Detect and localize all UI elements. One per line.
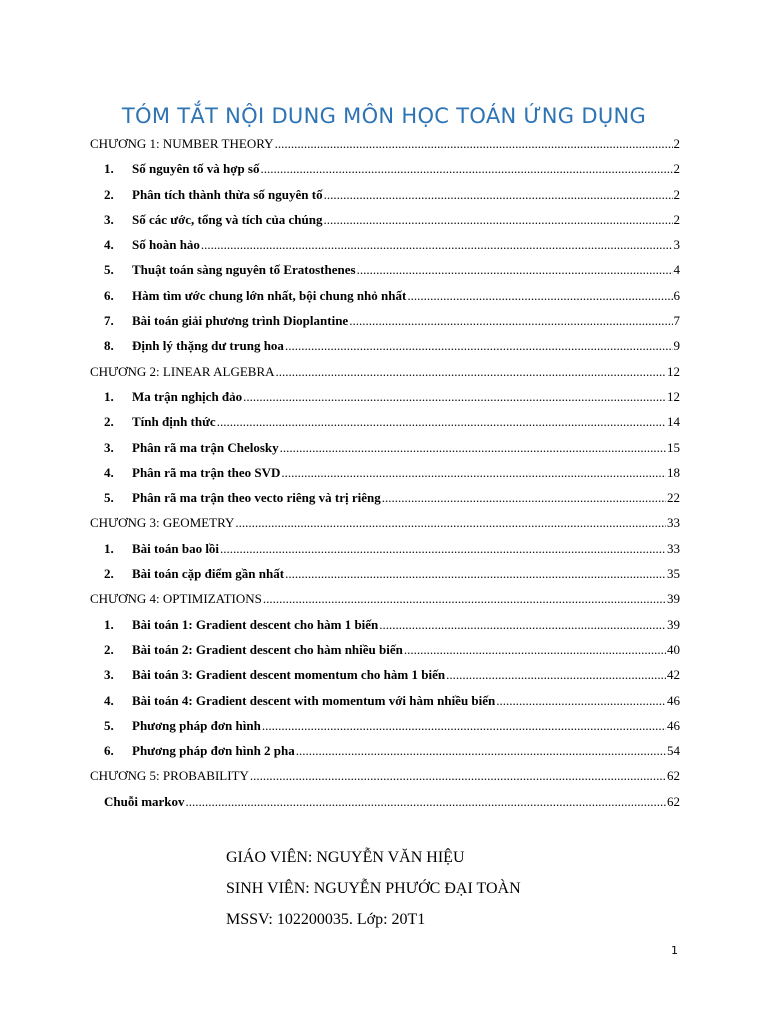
toc-entry-number: 8. — [104, 338, 114, 354]
toc-dot-leader — [407, 286, 672, 306]
toc-dot-leader — [263, 589, 666, 609]
toc-entry-number: 2. — [104, 186, 114, 202]
toc-entry-label: Phân rã ma trận theo SVD — [132, 464, 281, 480]
toc-dot-leader — [275, 134, 673, 154]
toc-entry[interactable] — [90, 286, 680, 311]
toc-entry[interactable] — [90, 741, 680, 766]
toc-entry-label: Phương pháp đơn hình — [132, 717, 261, 733]
toc-entry-page: 39 — [667, 591, 680, 607]
toc-entry-page: 3 — [673, 237, 680, 253]
toc-entry-page: 12 — [667, 363, 680, 379]
toc-entry-page: 42 — [667, 667, 680, 683]
toc-entry-number: 4. — [104, 464, 114, 480]
toc-dot-leader — [404, 640, 666, 660]
toc-dot-leader — [349, 311, 672, 331]
student-name: SINH VIÊN: NGUYỄN PHƯỚC ĐẠI TOÀN — [226, 880, 521, 897]
table-of-contents — [90, 134, 680, 817]
toc-entry-number: 5. — [104, 262, 114, 278]
toc-entry-label: Bài toán 2: Gradient descent cho hàm nhiều biến — [132, 641, 403, 657]
toc-entry-page: 40 — [667, 641, 680, 657]
toc-entry-number: 2. — [104, 641, 114, 657]
toc-dot-leader — [235, 513, 666, 533]
toc-dot-leader — [285, 564, 666, 584]
toc-entry[interactable] — [90, 716, 680, 741]
toc-dot-leader — [296, 741, 666, 761]
toc-entry-label: Bài toán 1: Gradient descent cho hàm 1 biến — [132, 616, 379, 632]
teacher-name: GIÁO VIÊN: NGUYỄN VĂN HIỆU — [226, 849, 465, 866]
toc-chapter-entry[interactable] — [90, 513, 680, 538]
toc-entry[interactable] — [90, 488, 680, 513]
toc-dot-leader — [379, 615, 666, 635]
toc-entry-number: 2. — [104, 566, 114, 582]
toc-dot-leader — [324, 185, 673, 205]
toc-entry-page: 33 — [667, 515, 680, 531]
toc-dot-leader — [496, 691, 666, 711]
toc-entry-label: Hàm tìm ước chung lớn nhất, bội chung nhỏ nhất — [132, 287, 407, 303]
student-id-class: MSSV: 102200035. Lớp: 20T1 — [226, 911, 426, 928]
toc-entry-number: 1. — [104, 388, 114, 404]
toc-entry-label: Phân rã ma trận theo vecto riêng và trị riêng — [132, 490, 381, 506]
document-title: TÓM TẮT NỘI DUNG MÔN HỌC TOÁN ỨNG DỤNG — [121, 104, 647, 128]
toc-entry[interactable] — [90, 412, 680, 437]
toc-entry-page: 54 — [667, 743, 680, 759]
toc-entry[interactable] — [90, 387, 680, 412]
toc-entry[interactable] — [90, 311, 680, 336]
toc-entry-label: Thuật toán sàng nguyên tố Eratosthenes — [132, 262, 356, 278]
toc-dot-leader — [357, 260, 673, 280]
toc-entry-page: 22 — [667, 490, 680, 506]
toc-entry[interactable] — [90, 159, 680, 184]
toc-entry-page: 2 — [673, 211, 680, 227]
toc-entry-number: 2. — [104, 414, 114, 430]
toc-entry[interactable] — [90, 235, 680, 260]
toc-entry-label: Phân tích thành thừa số nguyên tố — [132, 186, 323, 202]
toc-chapter-entry[interactable] — [90, 766, 680, 791]
toc-entry-number: 6. — [104, 287, 114, 303]
toc-entry-number: 3. — [104, 211, 114, 227]
toc-entry-label: CHƯƠNG 5: PROBABILITY — [90, 768, 249, 784]
toc-entry-label: Phân rã ma trận Chelosky — [132, 439, 279, 455]
toc-chapter-entry[interactable] — [90, 134, 680, 159]
toc-entry-page: 18 — [667, 464, 680, 480]
toc-dot-leader — [186, 792, 666, 812]
toc-entry-label: Bài toán giải phương trình Dioplantine — [132, 313, 349, 329]
toc-entry-page: 2 — [673, 161, 680, 177]
credits-block — [226, 842, 521, 935]
toc-chapter-entry[interactable] — [90, 589, 680, 614]
toc-entry-number: 3. — [104, 667, 114, 683]
toc-entry-label: Bài toán 4: Gradient descent with momentum với hàm nhiều biến — [132, 692, 496, 708]
toc-entry-label: Phương pháp đơn hình 2 pha — [132, 743, 295, 759]
toc-dot-leader — [281, 463, 666, 483]
toc-dot-leader — [446, 665, 666, 685]
toc-entry[interactable] — [90, 792, 680, 817]
toc-entry[interactable] — [90, 260, 680, 285]
page-number: 1 — [671, 944, 678, 957]
toc-entry-number: 1. — [104, 161, 114, 177]
toc-dot-leader — [262, 716, 666, 736]
toc-entry-page: 14 — [667, 414, 680, 430]
toc-dot-leader — [261, 159, 673, 179]
toc-entry[interactable] — [90, 564, 680, 589]
toc-entry-label: Số các ước, tổng và tích của chúng — [132, 211, 323, 227]
toc-entry[interactable] — [90, 185, 680, 210]
toc-dot-leader — [324, 210, 673, 230]
toc-entry-number: 5. — [104, 717, 114, 733]
toc-entry-page: 15 — [667, 439, 680, 455]
toc-entry-label: Số nguyên tố và hợp số — [132, 161, 260, 177]
toc-entry-page: 7 — [673, 313, 680, 329]
toc-entry-label: Số hoàn hảo — [132, 237, 200, 253]
toc-dot-leader — [276, 362, 666, 382]
toc-dot-leader — [201, 235, 673, 255]
toc-entry-label: Tính định thức — [132, 414, 216, 430]
toc-entry-page: 33 — [667, 540, 680, 556]
toc-entry-number: 1. — [104, 616, 114, 632]
toc-dot-leader — [280, 438, 666, 458]
toc-entry-label: CHƯƠNG 1: NUMBER THEORY — [90, 136, 274, 151]
toc-entry-page: 35 — [667, 566, 680, 582]
toc-entry-number: 4. — [104, 237, 114, 253]
toc-entry[interactable] — [90, 336, 680, 361]
toc-entry-page: 39 — [667, 616, 680, 632]
toc-entry-page: 2 — [673, 136, 680, 151]
toc-entry-page: 9 — [673, 338, 680, 354]
toc-entry[interactable] — [90, 438, 680, 463]
toc-entry-label: Bài toán bao lồi — [132, 540, 220, 556]
toc-entry-page: 4 — [673, 262, 680, 278]
toc-entry[interactable] — [90, 615, 680, 640]
toc-entry[interactable] — [90, 665, 680, 690]
toc-entry-label: Định lý thặng dư trung hoa — [132, 338, 284, 354]
toc-entry-number: 5. — [104, 490, 114, 506]
toc-entry-label: CHƯƠNG 3: GEOMETRY — [90, 515, 235, 531]
toc-entry-number: 3. — [104, 439, 114, 455]
toc-entry-page: 12 — [667, 388, 680, 404]
toc-chapter-entry[interactable] — [90, 362, 680, 387]
toc-dot-leader — [285, 336, 673, 356]
toc-entry[interactable] — [90, 463, 680, 488]
toc-dot-leader — [382, 488, 666, 508]
toc-entry-label: Bài toán cặp điểm gần nhất — [132, 566, 285, 582]
toc-entry-page: 46 — [667, 692, 680, 708]
toc-dot-leader — [250, 766, 666, 786]
toc-entry-number: 6. — [104, 743, 114, 759]
toc-entry-label: Bài toán 3: Gradient descent momentum cho hàm 1 biến — [132, 667, 446, 683]
toc-entry-page: 46 — [667, 717, 680, 733]
toc-entry-page: 6 — [673, 287, 680, 303]
toc-entry-label: CHƯƠNG 4: OPTIMIZATIONS — [90, 591, 262, 607]
toc-entry-number: 7. — [104, 313, 114, 329]
toc-dot-leader — [220, 539, 666, 559]
toc-entry-label: Chuỗi markov — [104, 793, 185, 809]
toc-entry[interactable] — [90, 640, 680, 665]
toc-entry-label: Ma trận nghịch đảo — [132, 388, 243, 404]
toc-entry-page: 62 — [667, 793, 680, 809]
toc-entry-number: 4. — [104, 692, 114, 708]
toc-entry-page: 2 — [673, 186, 680, 202]
toc-entry-label: CHƯƠNG 2: LINEAR ALGEBRA — [90, 363, 275, 379]
toc-entry[interactable] — [90, 691, 680, 716]
toc-entry-number: 1. — [104, 540, 114, 556]
toc-entry[interactable] — [90, 539, 680, 564]
toc-dot-leader — [217, 412, 666, 432]
toc-entry-page: 62 — [667, 768, 680, 784]
toc-entry[interactable] — [90, 210, 680, 235]
toc-dot-leader — [243, 387, 666, 407]
